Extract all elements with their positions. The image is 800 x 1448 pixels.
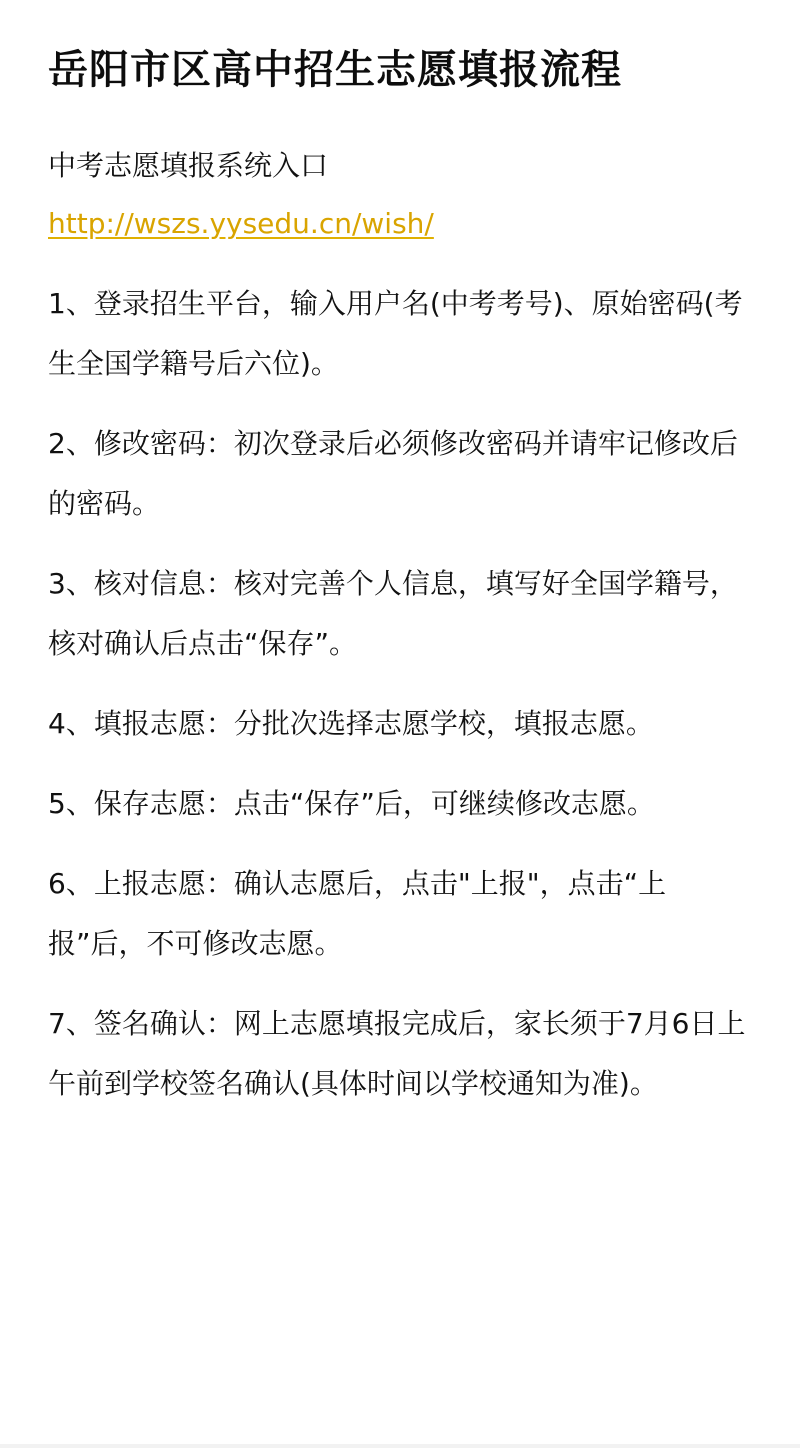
bottom-divider — [0, 1444, 800, 1448]
step-save-wishes: 5、保存志愿：点击“保存”后，可继续修改志愿。 — [48, 787, 655, 820]
step-change-password: 2、修改密码：初次登录后必须修改密码并请牢记修改后的密码。 — [48, 427, 738, 520]
page-title: 岳阳市区高中招生志愿填报流程 — [48, 47, 622, 93]
system-entry-label: 中考志愿填报系统入口 — [48, 149, 329, 182]
step-verify-info: 3、核对信息：核对完善个人信息，填写好全国学籍号，核对确认后点击“保存”。 — [48, 567, 738, 660]
step-fill-wishes: 4、填报志愿：分批次选择志愿学校，填报志愿。 — [48, 707, 654, 740]
step-submit-wishes: 6、上报志愿：确认志愿后，点击"上报"，点击“上报”后，不可修改志愿。 — [48, 867, 667, 960]
system-entry-link[interactable]: http://wszs.yysedu.cn/wish/ — [48, 207, 434, 240]
procedure-steps — [48, 274, 752, 1114]
step-login: 1、登录招生平台，输入用户名(中考考号)、原始密码(考生全国学籍号后六位)。 — [48, 287, 743, 380]
step-signature-confirm: 7、签名确认：网上志愿填报完成后，家长须于7月6日上午前到学校签名确认(具体时间以学校通知为准)。 — [48, 1007, 746, 1100]
